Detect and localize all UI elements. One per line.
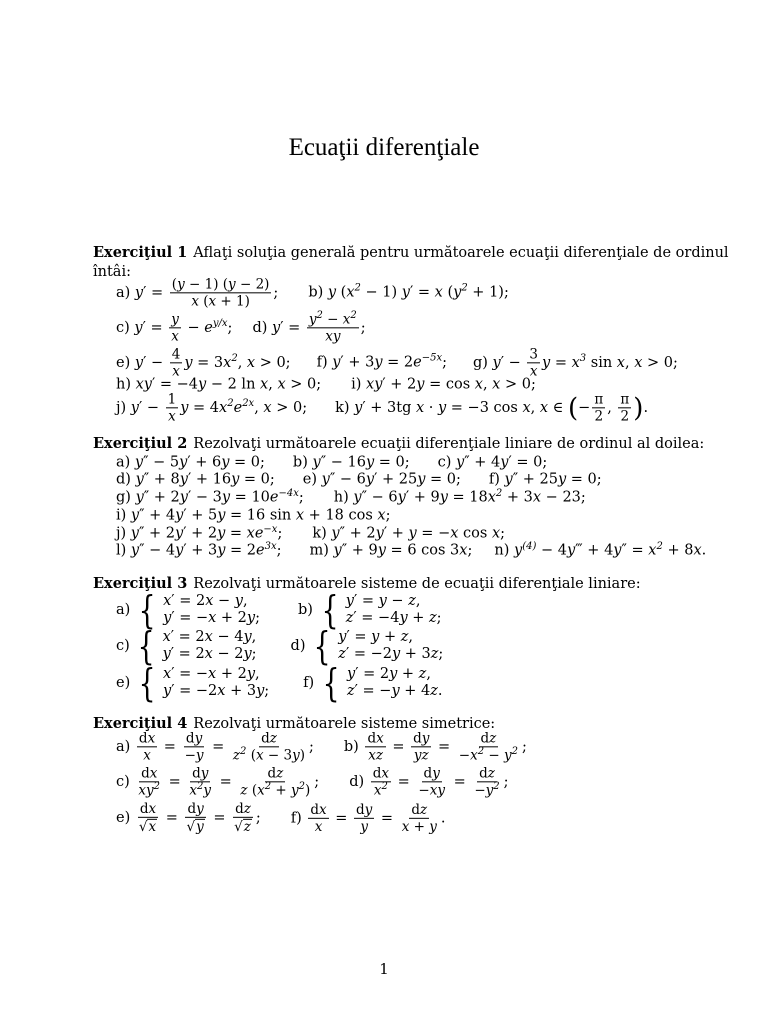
fraction: $\frac{1}{x}$ [167, 391, 177, 425]
page-title: Ecuaţii diferenţiale [288, 134, 480, 161]
equation-item: f) $\frac{dx}{x}$ = $\frac{dy}{y}$ = $\frac{dz}{x + y}$ . [290, 801, 446, 835]
fraction: $\frac{dz}{-x^2 - y^2}$ [458, 730, 519, 764]
equation-line [116, 731, 527, 762]
equation-item: i) y″ + 4y′ + 5y = 16 sin x + 18 cos x; [116, 507, 391, 524]
square-root: √y [186, 819, 204, 835]
fraction: $\frac{dz}{x + y}$ [401, 801, 437, 835]
fraction: $\frac{(y - 1) (y - 2)}{x (x + 1)}$ [171, 276, 270, 310]
fraction: $\frac{dy}{y}$ [356, 801, 373, 835]
exercise-title: Exerciţiul 3 [93, 574, 188, 592]
equation-line [116, 766, 509, 797]
equation-item: h) xy′ = −4y − 2 ln x, x > 0; [116, 376, 322, 393]
equation-line [116, 588, 442, 632]
fraction: $\frac{dx}{xz}$ [367, 730, 384, 764]
equation-item: h) $y'' - 6y' + 9y = 18x^2 + 3x - 23$; [333, 487, 586, 506]
equation-item: i) xy′ + 2y = cos x, x > 0; [351, 376, 536, 393]
equation-item: e) { x′ = −x + 2y, y′ = −2x + 3y; [116, 661, 270, 705]
equation-line [116, 347, 678, 378]
exercise-title: Exerciţiul 2 [93, 434, 188, 452]
equation-line [116, 473, 602, 488]
equation-system: { x′ = 2x − y, y′ = −x + 2y; [138, 588, 260, 632]
equation-line [116, 509, 391, 524]
exercise-instruction: Rezolvaţi următoarele sisteme de ecuaţii diferenţiale liniare: [193, 575, 641, 592]
fraction: $\frac{dz}{-y^2}$ [474, 765, 500, 799]
square-root: √z [234, 819, 251, 835]
equation-item: a) y′ = $\frac{(y - 1) (y - 2)}{x (x + 1)}$ ; [116, 276, 279, 310]
fraction: $\frac{dx}{√x}$ [138, 800, 157, 835]
equation-item: c) $\frac{dx}{xy^2}$ = $\frac{dy}{x^2y}$ = $\frac{dz}{z (x^2 + y^2)}$ ; [116, 765, 320, 799]
equation-item: e) $\frac{dx}{√x}$ = $\frac{dy}{√y}$ = $\frac{dz}{√z}$ ; [116, 800, 261, 835]
exercise-heading [93, 574, 641, 592]
equation-item: d) y′ = $\frac{y^2 - x^2}{xy}$ ; [252, 309, 366, 345]
equation-line [116, 392, 648, 423]
fraction: $\frac{dy}{√y}$ [186, 800, 204, 835]
equation-line [116, 661, 443, 705]
fraction: $\frac{dx}{x}$ [138, 730, 156, 764]
equation-item: g) $y'' + 2y' - 3y = 10e^{-4x}$; [116, 487, 304, 506]
equation-system: { y′ = y + z, z′ = −2y + 3z; [313, 624, 444, 668]
exercise-instruction: Aflaţi soluţia generală pentru următoarele ecuaţii diferenţiale de ordinul [193, 244, 729, 261]
equation-line [116, 523, 506, 542]
equation-line [116, 540, 707, 559]
exercise-title: Exerciţiul 1 [93, 243, 188, 261]
equation-line [116, 277, 509, 308]
equation-line [116, 378, 536, 393]
equation-item: j) $y'' + 2y' + 2y = xe^{-x}$; [116, 523, 283, 542]
equation-item: k) y″ + 2y′ + y = −x cos x; [312, 525, 506, 542]
exercise-heading [93, 434, 705, 452]
equation-item: n) $y^{(4)}$ − 4y‴ + $4y'' = x^2 + 8x$. [494, 540, 707, 559]
equation-line [116, 456, 547, 471]
equation-item: k) y′ + 3tg x · y = −3 cos x, x ∈ (− $\frac{\pi}{2}$ , $\frac{\pi}{2}$ ). [335, 391, 649, 425]
exercise-heading [93, 714, 496, 732]
equation-line [116, 309, 366, 345]
fraction: $\frac{\pi}{2}$ [594, 391, 604, 425]
fraction: $\frac{3}{x}$ [529, 346, 539, 380]
exercise-heading [93, 243, 729, 261]
equation-item: b) y $(x^2 - 1) y' = x$ $(y^2 + 1)$; [308, 282, 509, 301]
exercise-instruction: întâi: [93, 263, 131, 280]
fraction: $\frac{dz}{z^2 (x - 3y)}$ [232, 730, 305, 764]
fraction: $\frac{dx}{x^2}$ [372, 765, 390, 799]
equation-item: f) $y' + 3y = 2e^{-5x}$; [316, 352, 447, 371]
page-number: 1 [379, 960, 389, 978]
equation-item: m) y″ + 9y = 6 cos 3x; [309, 542, 473, 559]
fraction: $\frac{dy}{-y}$ [184, 730, 204, 764]
equation-item: a) { x′ = 2x − y, y′ = −x + 2y; [116, 588, 260, 632]
equation-line [116, 624, 444, 668]
equation-item: d) y″ + 8y′ + 16y = 0; [116, 471, 275, 488]
equation-item: d) { y′ = y + z, z′ = −2y + 3z; [290, 624, 444, 668]
exercise-instruction: Rezolvaţi următoarele sisteme simetrice: [193, 715, 496, 732]
fraction: $\frac{dy}{yz}$ [413, 730, 430, 764]
fraction: $\frac{y^2 - x^2}{xy}$ [308, 309, 357, 345]
equation-item: f) y″ + 25y = 0; [488, 471, 602, 488]
equation-item: c) y″ + 4y′ = 0; [437, 454, 548, 471]
equation-item: b) { y′ = y − z, z′ = −4y + z; [298, 588, 442, 632]
equation-item: c) { x′ = 2x − 4y, y′ = 2x − 2y; [116, 624, 257, 668]
equation-item: f) { y′ = 2y + z, z′ = −y + 4z. [303, 661, 443, 705]
square-root: √x [138, 819, 157, 835]
equation-system: { x′ = −x + 2y, y′ = −2x + 3y; [138, 661, 270, 705]
equation-item: b) $\frac{dx}{xz}$ = $\frac{dy}{yz}$ = $\frac{dz}{-x^2 - y^2}$ ; [343, 730, 527, 764]
equation-item: j) y′ − $\frac{1}{x}$ $y = 4x^2e^{2x}$, x > 0; [116, 391, 308, 425]
equation-item: a) $\frac{dx}{x}$ = $\frac{dy}{-y}$ = $\frac{dz}{z^2 (x - 3y)}$ ; [116, 730, 314, 764]
equation-line [116, 802, 445, 834]
fraction: $\frac{dy}{x^2y}$ [189, 765, 212, 799]
equation-item: e) y′ − $\frac{4}{x}$ $y = 3x^2$, x > 0; [116, 346, 291, 380]
fraction: $\frac{\pi}{2}$ [620, 391, 630, 425]
fraction: $\frac{y}{x}$ [171, 311, 179, 345]
equation-system: { x′ = 2x − 4y, y′ = 2x − 2y; [138, 624, 257, 668]
equation-item: l) $y'' - 4y' + 3y = 2e^{3x}$; [116, 540, 282, 559]
fraction: $\frac{dx}{xy^2}$ [138, 765, 161, 799]
fraction: $\frac{dy}{-xy}$ [418, 765, 445, 799]
equation-item: d) $\frac{dx}{x^2}$ = $\frac{dy}{-xy}$ = $\frac{dz}{-y^2}$ ; [349, 765, 509, 799]
equation-system: { y′ = y − z, z′ = −4y + z; [321, 588, 442, 632]
equation-item: a) y″ − 5y′ + 6y = 0; [116, 454, 265, 471]
equation-item: g) y′ − $\frac{3}{x}$ $y = x^3$ sin x, x > 0; [472, 346, 678, 380]
fraction: $\frac{dx}{x}$ [310, 801, 327, 835]
fraction: $\frac{4}{x}$ [171, 346, 181, 380]
equation-item: c) y′ = $\frac{y}{x}$ − $e^{y/x}$; [116, 311, 233, 345]
equation-item: e) y″ − 6y′ + 25y = 0; [302, 471, 461, 488]
fraction: $\frac{dz}{z (x^2 + y^2)}$ [240, 765, 311, 799]
fraction: $\frac{dz}{√z}$ [234, 800, 251, 835]
equation-line [116, 487, 586, 506]
exercise-title: Exerciţiul 4 [93, 714, 188, 732]
equation-item: b) y″ − 16y = 0; [292, 454, 410, 471]
exercise-instruction: Rezolvaţi următoarele ecuaţii diferenţiale liniare de ordinul al doilea: [193, 435, 705, 452]
equation-system: { y′ = 2y + z, z′ = −y + 4z. [322, 661, 443, 705]
